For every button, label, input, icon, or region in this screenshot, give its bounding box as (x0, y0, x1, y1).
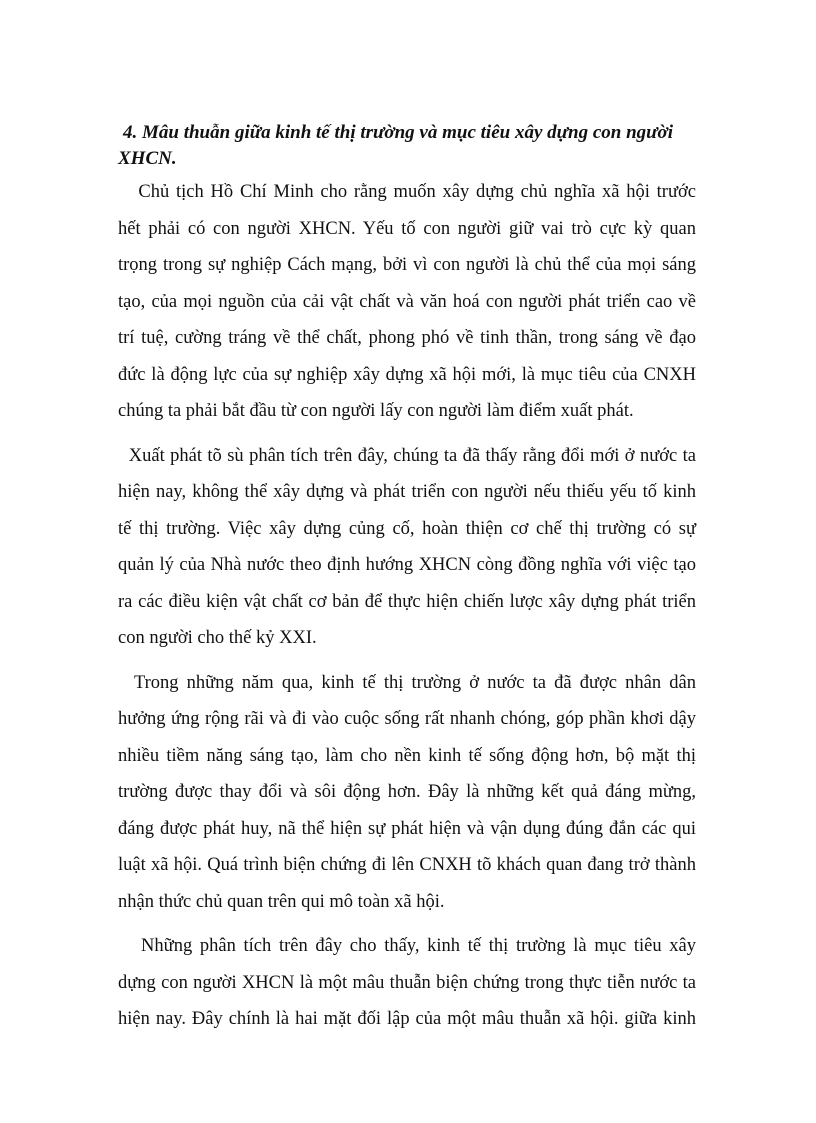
paragraph-line: trọng trong sự nghiệp Cách mạng, bởi vì con người là chủ thể của mọi sáng (118, 255, 696, 275)
paragraph-4 (118, 928, 696, 1038)
paragraph-line: hiện nay. Đây chính là hai mặt đối lập của một mâu thuẫn xã hội. giữa kinh (118, 1009, 696, 1029)
paragraph-line: Những phân tích trên đây cho thấy, kinh tế thị trường là mục tiêu xây (118, 936, 696, 956)
paragraph-line: nhận thức chủ quan trên qui mô toàn xã hội. (118, 891, 445, 912)
paragraph-line: ra các điều kiện vật chất cơ bản để thực hiện chiến lược xây dựng phát triển (118, 591, 696, 612)
paragraph-1 (118, 174, 696, 430)
paragraph-line: dựng con người XHCN là một mâu thuẫn biện chứng trong thực tiễn nước ta (118, 972, 696, 993)
heading-line-2: XHCN. (118, 148, 177, 169)
section-heading (118, 120, 696, 172)
paragraph-2 (118, 438, 696, 657)
paragraph-line: hiện nay, không thể xây dựng và phát triển con người nếu thiếu yếu tố kinh (118, 482, 696, 502)
paragraph-line: Chủ tịch Hồ Chí Minh cho rằng muốn xây dựng chủ nghĩa xã hội trước (118, 182, 696, 202)
paragraph-line: chúng ta phải bắt đầu từ con người lấy con người làm điểm xuất phát. (118, 401, 634, 421)
paragraph-line: tạo, của mọi nguồn của cải vật chất và văn hoá con người phát triển cao về (118, 291, 696, 312)
paragraph-line: đức là động lực của sự nghiệp xây dựng xã hội mới, là mục tiêu của CNXH (118, 364, 696, 385)
paragraph-line: trường được thay đổi và sôi động hơn. Đây là những kết quả đáng mừng, (118, 782, 696, 802)
paragraph-line: hưởng ứng rộng rãi và đi vào cuộc sống rất nhanh chóng, góp phần khơi dậy (118, 709, 696, 729)
paragraph-line: đáng được phát huy, nã thể hiện sự phát hiện và vận dụng đúng đắn các qui (118, 818, 696, 839)
heading-line-1: 4. Mâu thuẫn giữa kinh tế thị trường và mục tiêu xây dựng con người (123, 122, 673, 143)
paragraph-line: hết phải có con người XHCN. Yếu tố con người giữ vai trò cực kỳ quan (118, 218, 696, 239)
paragraph-line: Xuất phát tõ sù phân tích trên đây, chúng ta đã thấy rằng đổi mới ở nước ta (118, 445, 696, 466)
paragraph-line: trí tuệ, cường tráng về thể chất, phong phó về tinh thần, trong sáng về đạo (118, 328, 696, 348)
paragraph-line: Trong những năm qua, kinh tế thị trường ở nước ta đã được nhân dân (118, 672, 696, 693)
paragraph-line: nhiều tiềm năng sáng tạo, làm cho nền kinh tế sống động hơn, bộ mặt thị (118, 745, 696, 766)
page-content (118, 120, 696, 1038)
paragraph-line: tế thị trường. Việc xây dựng củng cố, hoàn thiện cơ chế thị trường có sự (118, 518, 696, 539)
paragraph-line: luật xã hội. Quá trình biện chứng đi lên CNXH tõ khách quan đang trở thành (118, 855, 696, 875)
paragraph-3 (118, 665, 696, 921)
paragraph-line: quản lý của Nhà nước theo định hướng XHCN còng đồng nghĩa với việc tạo (118, 555, 696, 575)
paragraph-line: con người cho thế kỷ XXI. (118, 628, 317, 648)
